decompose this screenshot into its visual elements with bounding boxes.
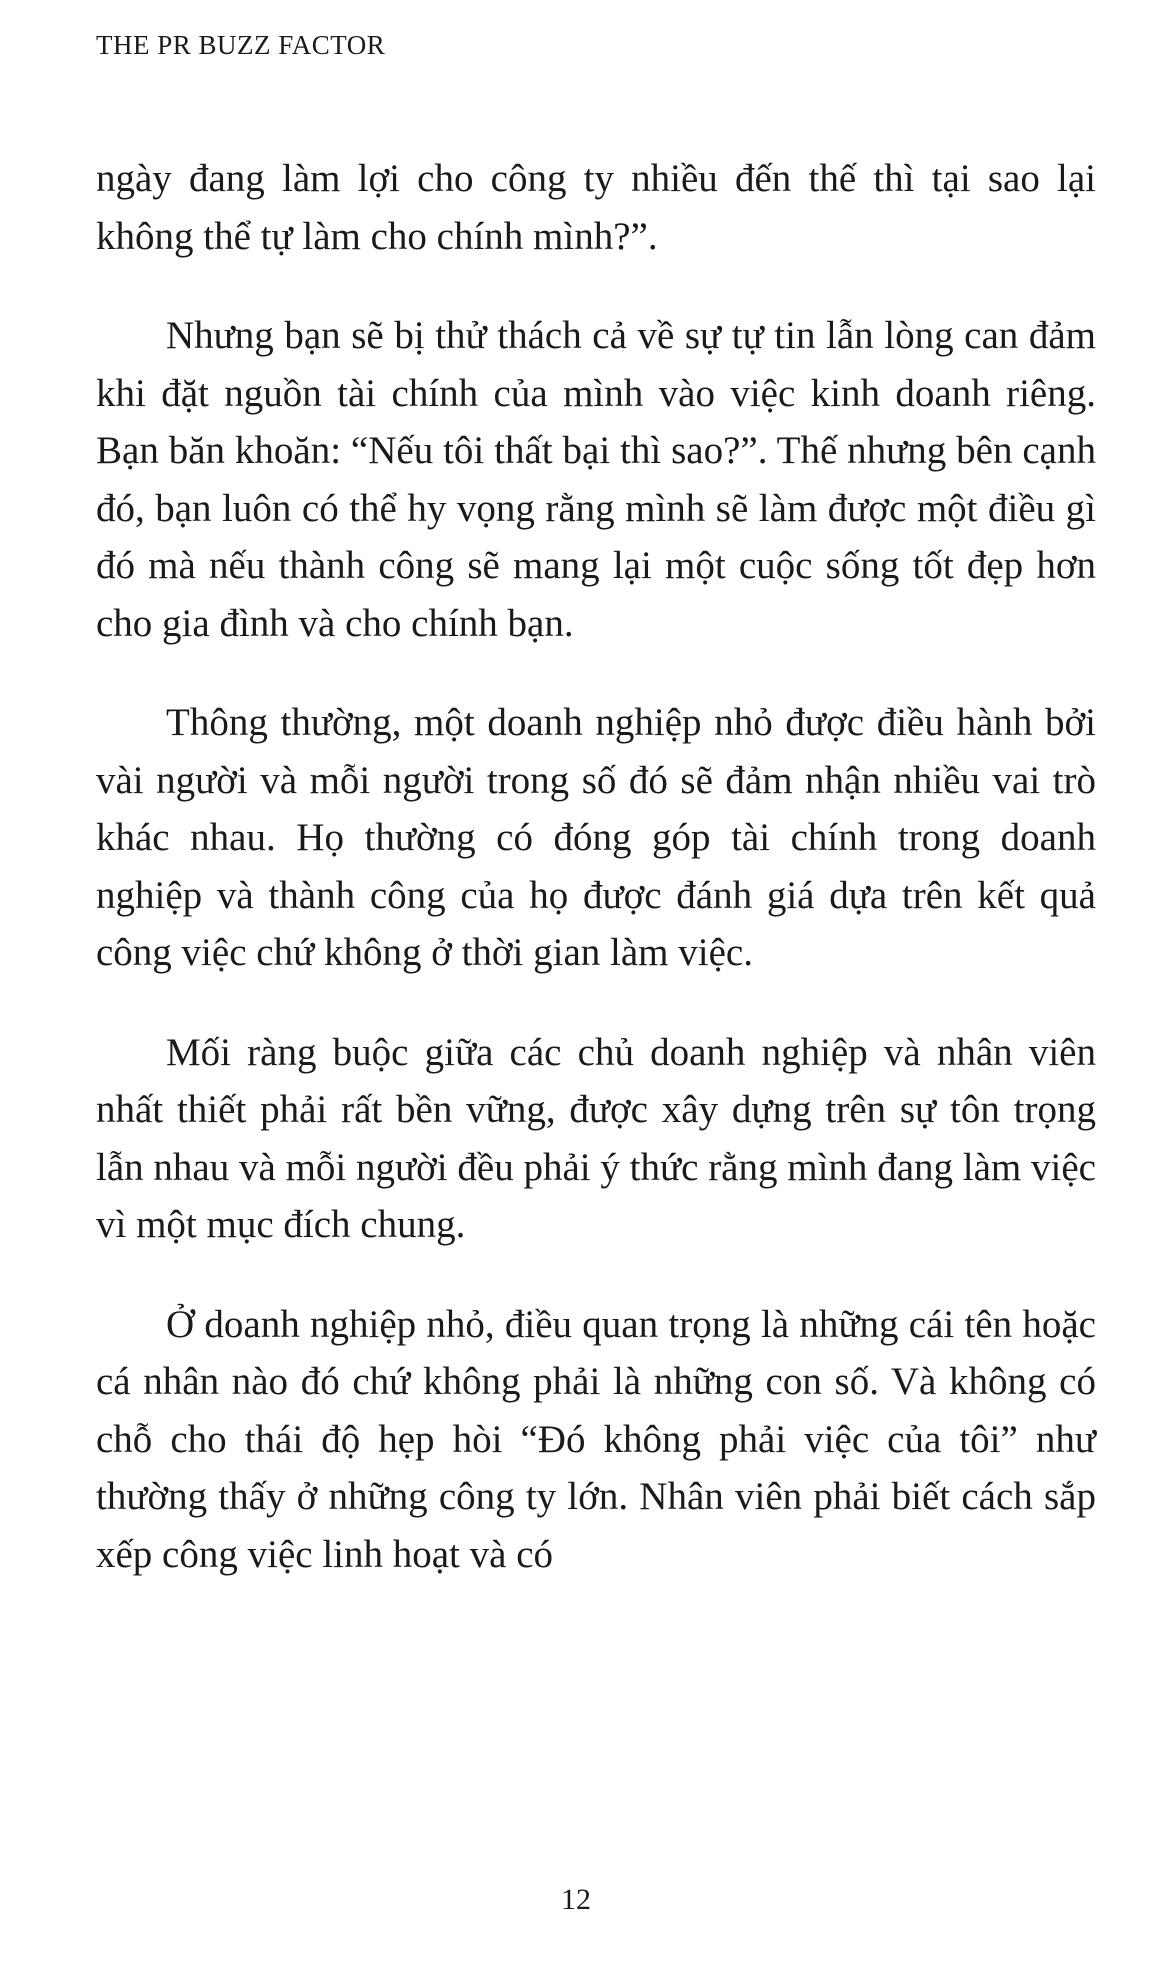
body-text <box>96 150 1096 1625</box>
paragraph-continued: ngày đang làm lợi cho công ty nhiều đến thế thì tại sao lại không thể tự làm cho chính mình?”. <box>96 157 1096 258</box>
paragraph: Thông thường, một doanh nghiệp nhỏ được điều hành bởi vài người và mỗi người trong số đó sẽ đảm nhận nhiều vai trò khác nhau. Họ thường có đóng góp tài chính trong doanh nghiệp và thành công của họ được đánh giá dựa trên kết quả công việc chứ không ở thời gian làm việc. <box>96 701 1096 974</box>
page-number: 12 <box>561 1883 591 1916</box>
paragraph: Mối ràng buộc giữa các chủ doanh nghiệp và nhân viên nhất thiết phải rất bền vững, được xây dựng trên sự tôn trọng lẫn nhau và mỗi người đều phải ý thức rằng mình đang làm việc vì một mục đích chung. <box>96 1030 1096 1246</box>
running-header: THE PR BUZZ FACTOR <box>96 30 386 60</box>
paragraph: Ở doanh nghiệp nhỏ, điều quan trọng là những cái tên hoặc cá nhân nào đó chứ không phải là những con số. Và không có chỗ cho thái độ hẹp hòi “Đó không phải việc của tôi” như thường thấy ở những công ty lớn. Nhân viên phải biết cách sắp xếp công việc linh hoạt và có <box>96 1302 1096 1576</box>
paragraph: Nhưng bạn sẽ bị thử thách cả về sự tự tin lẫn lòng can đảm khi đặt nguồn tài chính của mình vào việc kinh doanh riêng. Bạn băn khoăn: “Nếu tôi thất bại thì sao?”. Thế nhưng bên cạnh đó, bạn luôn có thể hy vọng rằng mình sẽ làm được một điều gì đó mà nếu thành công sẽ mang lại một cuộc sống tốt đẹp hơn cho gia đình và cho chính bạn. <box>96 314 1096 645</box>
